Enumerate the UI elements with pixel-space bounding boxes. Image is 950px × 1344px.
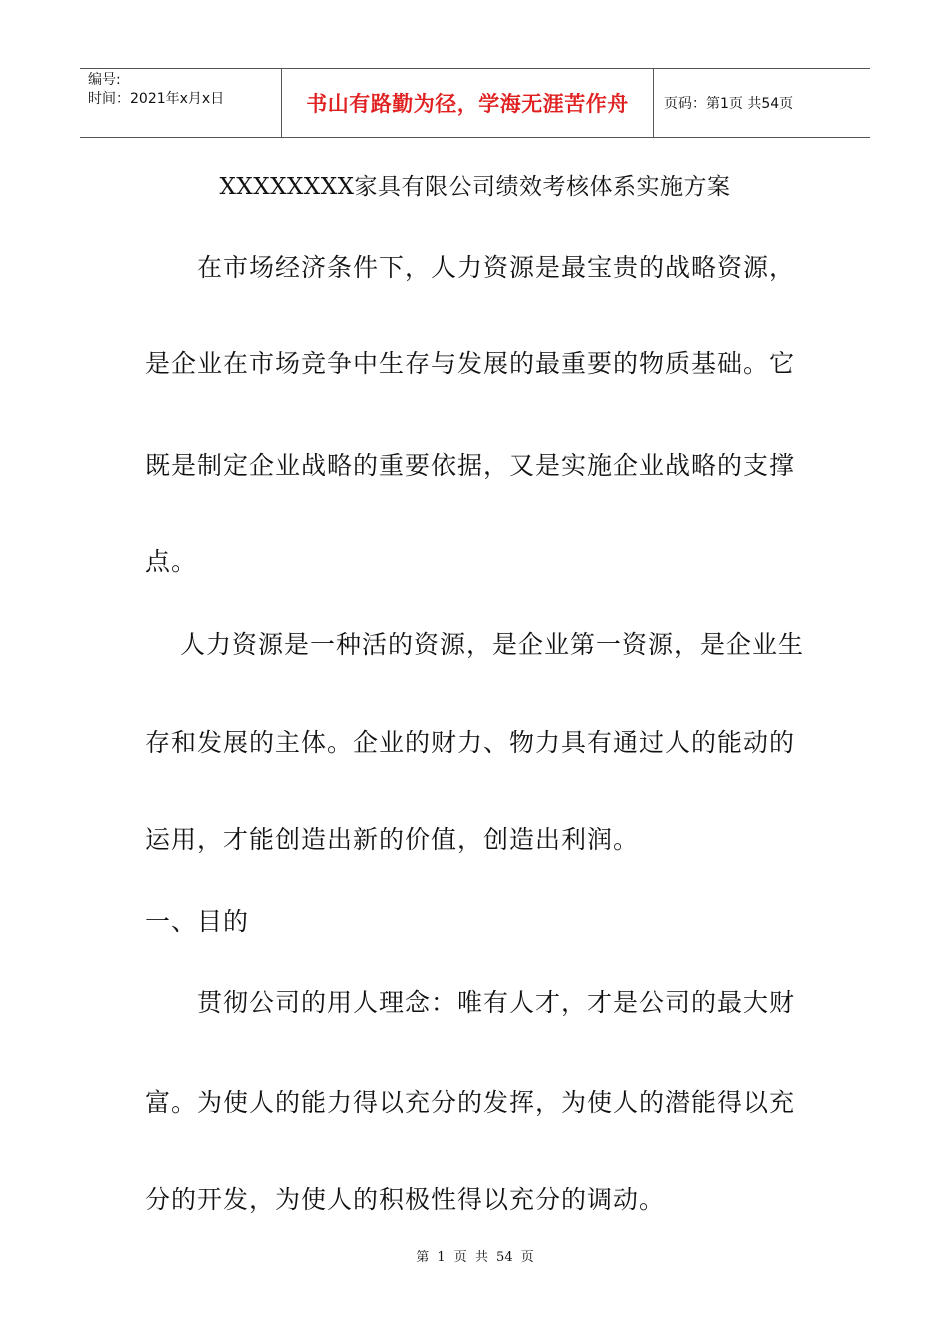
body-line: 贯彻公司的用人理念：唯有人才，才是公司的最大财 [197,988,796,1017]
body-line: 富。为使人的能力得以充分的发挥，为使人的潜能得以充 [145,1088,796,1117]
body-line: 是企业在市场竞争中生存与发展的最重要的物质基础。它 [145,349,796,378]
body-line: 点。 [145,547,198,576]
page-footer: 第 1 页 共 54 页 [416,1250,534,1265]
motto-text: 书山有路勤为径，学海无涯苦作舟 [306,92,629,116]
document-title: XXXXXXXX家具有限公司绩效考核体系实施方案 [219,174,731,200]
header-page-code-cell [654,69,870,137]
body-line: 在市场经济条件下，人力资源是最宝贵的战略资源， [197,253,796,282]
body-line: 存和发展的主体。企业的财力、物力具有通过人的能动的 [145,728,796,757]
header-table [80,68,870,138]
page-code: 页码：第1页 共54页 [664,96,794,112]
time-label: 时间：2021年x月x日 [88,91,225,107]
body-line: 既是制定企业战略的重要依据，又是实施企业战略的支撑 [145,451,796,480]
body-line: 人力资源是一种活的资源，是企业第一资源，是企业生 [180,630,805,659]
header-meta [80,69,282,137]
number-label: 编号: [88,72,121,88]
section-heading: 一、目的 [145,907,250,936]
header-motto-cell [282,69,654,137]
body-line: 运用，才能创造出新的价值，创造出利润。 [145,825,640,854]
body-line: 分的开发，为使人的积极性得以充分的调动。 [145,1185,666,1214]
